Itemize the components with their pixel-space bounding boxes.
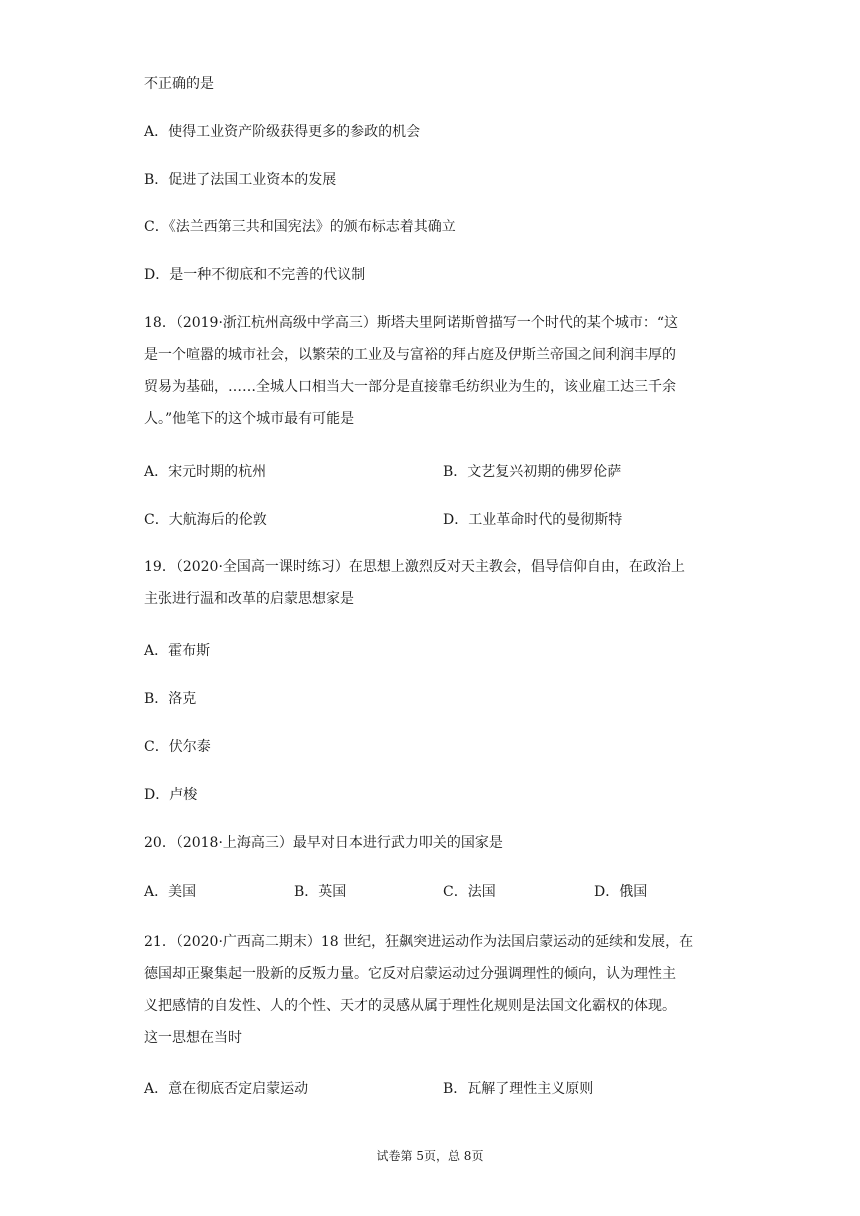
q18-stem-line-3: 贸易为基础，……全城人口相当大一部分是直接靠毛纺织业为生的，该业雇工达三千余 [144, 379, 676, 395]
page-footer: 试卷第 5页，总 8页 [376, 1149, 484, 1163]
q21-stem-line-2: 德国却正聚集起一股新的反叛力量。它反对启蒙运动过分强调理性的倾向，认为理性主 [144, 966, 676, 982]
q19-option-a: A．霍布斯 [144, 643, 211, 659]
q18-option-c: C．大航海后的伦敦 [144, 512, 267, 528]
q18-option-d: D．工业革命时代的曼彻斯特 [443, 512, 623, 528]
q18-option-b: B．文艺复兴初期的佛罗伦萨 [443, 464, 622, 480]
question-17-stem-tail: 不正确的是 [144, 76, 214, 92]
q17-option-d: D．是一种不彻底和不完善的代议制 [144, 267, 366, 283]
q20-option-b: B．英国 [294, 884, 347, 900]
q19-option-c: C．伏尔泰 [144, 739, 211, 755]
q20-option-a: A．美国 [144, 884, 197, 900]
q21-option-a: A．意在彻底否定启蒙运动 [144, 1081, 309, 1097]
q20-option-d: D．俄国 [594, 884, 648, 900]
q19-stem-line-1: 19．（2020·全国高一课时练习）在思想上激烈反对天主教会，倡导信仰自由，在政治上 [144, 559, 685, 575]
q19-option-b: B．洛克 [144, 691, 197, 707]
q18-stem-line-1: 18．（2019·浙江杭州高级中学高三）斯塔夫里阿诺斯曾描写一个时代的某个城市：“这 [144, 315, 679, 331]
q17-option-c: C．《法兰西第三共和国宪法》的颁布标志着其确立 [144, 219, 456, 235]
q19-option-d: D．卢梭 [144, 787, 198, 803]
q18-stem-line-4: 人。”他笔下的这个城市最有可能是 [144, 411, 355, 427]
q21-stem-line-3: 义把感情的自发性、人的个性、天才的灵感从属于理性化规则是法国文化霸权的体现。 [144, 998, 676, 1014]
q20-option-c: C．法国 [443, 884, 496, 900]
q20-stem-line-1: 20．（2018·上海高三）最早对日本进行武力叩关的国家是 [144, 835, 503, 851]
q21-stem-line-1: 21．（2020·广西高二期末）18 世纪，狂飙突进运动作为法国启蒙运动的延续和发展，在 [144, 934, 694, 950]
q18-option-a: A．宋元时期的杭州 [144, 464, 267, 480]
q17-option-b: B．促进了法国工业资本的发展 [144, 172, 337, 188]
q21-stem-line-4: 这一思想在当时 [144, 1030, 242, 1046]
q17-option-a: A．使得工业资产阶级获得更多的参政的机会 [144, 124, 421, 140]
q18-stem-line-2: 是一个喧嚣的城市社会，以繁荣的工业及与富裕的拜占庭及伊斯兰帝国之间利润丰厚的 [144, 347, 676, 363]
q19-stem-line-2: 主张进行温和改革的启蒙思想家是 [144, 591, 354, 607]
q21-option-b: B．瓦解了理性主义原则 [443, 1081, 594, 1097]
